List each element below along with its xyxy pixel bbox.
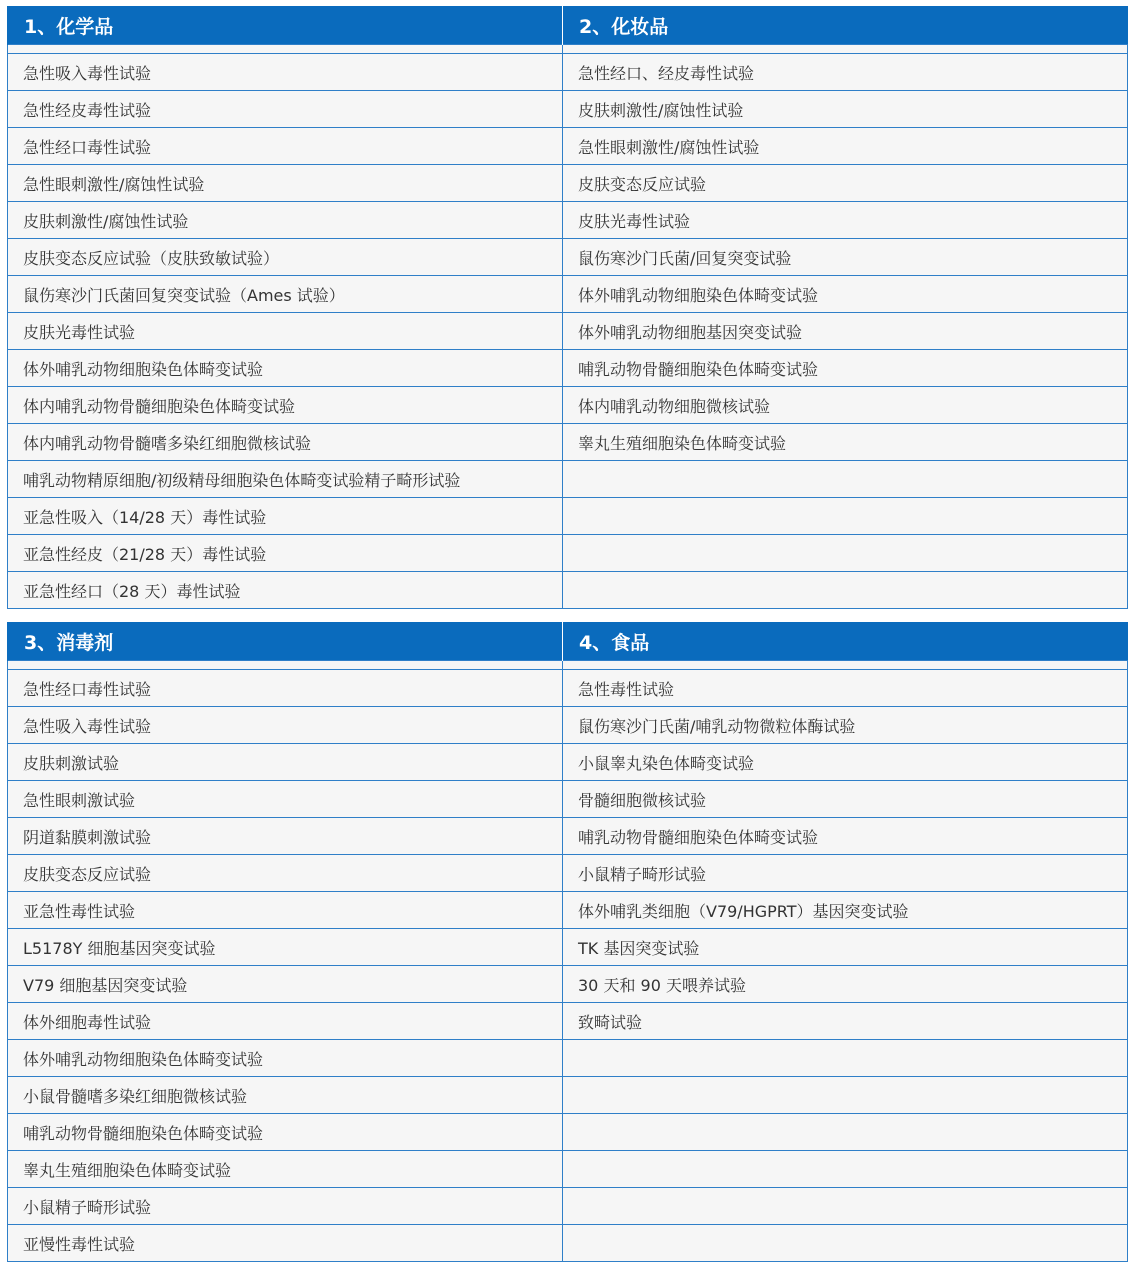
table-row bbox=[8, 54, 1128, 91]
table-row bbox=[8, 202, 1128, 239]
left-test-item: 体内哺乳动物骨髓嗜多染红细胞微核试验 bbox=[8, 424, 563, 461]
right-test-item: 骨髓细胞微核试验 bbox=[563, 781, 1128, 818]
right-test-item: 体外哺乳动物细胞染色体畸变试验 bbox=[563, 276, 1128, 313]
right-test-item: 皮肤光毒性试验 bbox=[563, 202, 1128, 239]
left-test-item: 睾丸生殖细胞染色体畸变试验 bbox=[8, 1151, 563, 1188]
left-test-item: V79 细胞基因突变试验 bbox=[8, 966, 563, 1003]
spacer-cell bbox=[563, 661, 1128, 670]
table-row bbox=[8, 744, 1128, 781]
table-header-row bbox=[8, 6, 1128, 45]
left-test-item: 急性经口毒性试验 bbox=[8, 128, 563, 165]
left-test-item: 皮肤刺激试验 bbox=[8, 744, 563, 781]
right-test-item: 鼠伤寒沙门氏菌/回复突变试验 bbox=[563, 239, 1128, 276]
left-test-item: 亚急性经皮（21/28 天）毒性试验 bbox=[8, 535, 563, 572]
left-test-item: 急性眼刺激试验 bbox=[8, 781, 563, 818]
section-title-chemicals: 1、化学品 bbox=[8, 6, 563, 45]
table-row bbox=[8, 929, 1128, 966]
table-row bbox=[8, 1151, 1128, 1188]
table-row bbox=[8, 1188, 1128, 1225]
left-test-item: L5178Y 细胞基因突变试验 bbox=[8, 929, 563, 966]
table-row bbox=[8, 1225, 1128, 1262]
left-test-item: 亚慢性毒性试验 bbox=[8, 1225, 563, 1262]
right-test-item bbox=[563, 1225, 1128, 1262]
left-test-item: 亚急性经口（28 天）毒性试验 bbox=[8, 572, 563, 609]
spacer-row bbox=[8, 661, 1128, 670]
right-test-item bbox=[563, 535, 1128, 572]
table-row bbox=[8, 387, 1128, 424]
right-test-item: TK 基因突变试验 bbox=[563, 929, 1128, 966]
left-test-item: 急性吸入毒性试验 bbox=[8, 54, 563, 91]
left-test-item: 小鼠精子畸形试验 bbox=[8, 1188, 563, 1225]
right-test-item bbox=[563, 1188, 1128, 1225]
table-header-row bbox=[8, 622, 1128, 661]
left-test-item: 体外哺乳动物细胞染色体畸变试验 bbox=[8, 1040, 563, 1077]
spacer-cell bbox=[563, 45, 1128, 54]
disinfectants-food-table bbox=[7, 622, 1128, 1262]
right-test-item: 急性经口、经皮毒性试验 bbox=[563, 54, 1128, 91]
left-test-item: 皮肤变态反应试验 bbox=[8, 855, 563, 892]
right-test-item bbox=[563, 1151, 1128, 1188]
section-title-disinfectants: 3、消毒剂 bbox=[8, 622, 563, 661]
right-test-item: 体外哺乳类细胞（V79/HGPRT）基因突变试验 bbox=[563, 892, 1128, 929]
right-test-item: 皮肤刺激性/腐蚀性试验 bbox=[563, 91, 1128, 128]
left-test-item: 体外哺乳动物细胞染色体畸变试验 bbox=[8, 350, 563, 387]
table-row bbox=[8, 424, 1128, 461]
left-test-item: 小鼠骨髓嗜多染红细胞微核试验 bbox=[8, 1077, 563, 1114]
table-row bbox=[8, 707, 1128, 744]
left-test-item: 亚急性毒性试验 bbox=[8, 892, 563, 929]
table-row bbox=[8, 1003, 1128, 1040]
left-test-item: 体内哺乳动物骨髓细胞染色体畸变试验 bbox=[8, 387, 563, 424]
right-test-item: 急性眼刺激性/腐蚀性试验 bbox=[563, 128, 1128, 165]
spacer-cell bbox=[8, 661, 563, 670]
table-row bbox=[8, 276, 1128, 313]
right-test-item: 30 天和 90 天喂养试验 bbox=[563, 966, 1128, 1003]
section-title-food: 4、食品 bbox=[563, 622, 1128, 661]
left-test-item: 阴道黏膜刺激试验 bbox=[8, 818, 563, 855]
right-test-item: 睾丸生殖细胞染色体畸变试验 bbox=[563, 424, 1128, 461]
table-row bbox=[8, 855, 1128, 892]
table-row bbox=[8, 781, 1128, 818]
table-row bbox=[8, 892, 1128, 929]
left-test-item: 皮肤光毒性试验 bbox=[8, 313, 563, 350]
right-test-item: 哺乳动物骨髓细胞染色体畸变试验 bbox=[563, 818, 1128, 855]
left-test-item: 急性经皮毒性试验 bbox=[8, 91, 563, 128]
right-test-item: 鼠伤寒沙门氏菌/哺乳动物微粒体酶试验 bbox=[563, 707, 1128, 744]
right-test-item: 皮肤变态反应试验 bbox=[563, 165, 1128, 202]
left-test-item: 皮肤刺激性/腐蚀性试验 bbox=[8, 202, 563, 239]
table-row bbox=[8, 1077, 1128, 1114]
right-test-item: 体内哺乳动物细胞微核试验 bbox=[563, 387, 1128, 424]
left-test-item: 亚急性吸入（14/28 天）毒性试验 bbox=[8, 498, 563, 535]
right-test-item bbox=[563, 1040, 1128, 1077]
table-row bbox=[8, 239, 1128, 276]
section-title-cosmetics: 2、化妆品 bbox=[563, 6, 1128, 45]
left-test-item: 体外细胞毒性试验 bbox=[8, 1003, 563, 1040]
table-row bbox=[8, 535, 1128, 572]
left-test-item: 急性吸入毒性试验 bbox=[8, 707, 563, 744]
table-row bbox=[8, 350, 1128, 387]
left-test-item: 哺乳动物精原细胞/初级精母细胞染色体畸变试验精子畸形试验 bbox=[8, 461, 563, 498]
left-test-item: 鼠伤寒沙门氏菌回复突变试验（Ames 试验） bbox=[8, 276, 563, 313]
table-row bbox=[8, 670, 1128, 707]
table-row bbox=[8, 818, 1128, 855]
table-row bbox=[8, 498, 1128, 535]
right-test-item: 哺乳动物骨髓细胞染色体畸变试验 bbox=[563, 350, 1128, 387]
left-test-item: 急性经口毒性试验 bbox=[8, 670, 563, 707]
left-test-item: 急性眼刺激性/腐蚀性试验 bbox=[8, 165, 563, 202]
table-row bbox=[8, 313, 1128, 350]
table-row bbox=[8, 91, 1128, 128]
left-test-item: 哺乳动物骨髓细胞染色体畸变试验 bbox=[8, 1114, 563, 1151]
right-test-item bbox=[563, 1114, 1128, 1151]
spacer-row bbox=[8, 45, 1128, 54]
table-row bbox=[8, 461, 1128, 498]
table-row bbox=[8, 165, 1128, 202]
table-row bbox=[8, 966, 1128, 1003]
right-test-item: 小鼠精子畸形试验 bbox=[563, 855, 1128, 892]
right-test-item bbox=[563, 1077, 1128, 1114]
right-test-item: 小鼠睾丸染色体畸变试验 bbox=[563, 744, 1128, 781]
table-row bbox=[8, 572, 1128, 609]
chemicals-cosmetics-table bbox=[7, 6, 1128, 609]
right-test-item: 体外哺乳动物细胞基因突变试验 bbox=[563, 313, 1128, 350]
right-test-item: 急性毒性试验 bbox=[563, 670, 1128, 707]
table-row bbox=[8, 1040, 1128, 1077]
table-row bbox=[8, 1114, 1128, 1151]
left-test-item: 皮肤变态反应试验（皮肤致敏试验） bbox=[8, 239, 563, 276]
right-test-item bbox=[563, 572, 1128, 609]
right-test-item bbox=[563, 498, 1128, 535]
right-test-item: 致畸试验 bbox=[563, 1003, 1128, 1040]
spacer-cell bbox=[8, 45, 563, 54]
table-row bbox=[8, 128, 1128, 165]
right-test-item bbox=[563, 461, 1128, 498]
